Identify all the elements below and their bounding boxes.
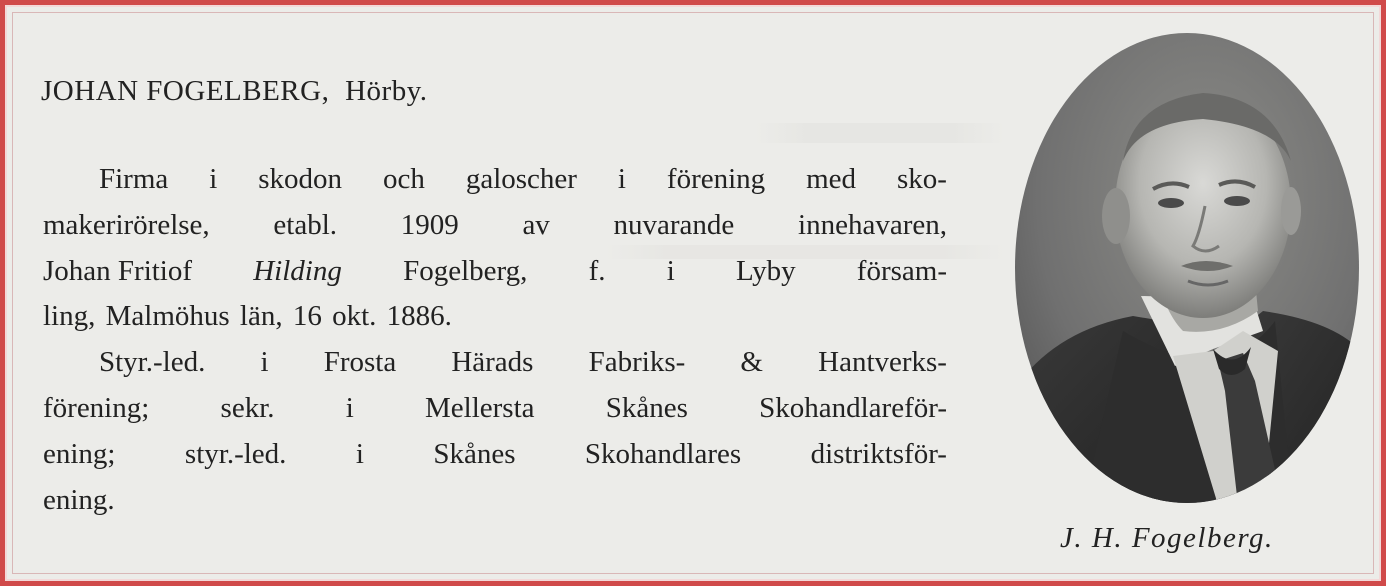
word: Fabriks- bbox=[588, 346, 686, 379]
word: i bbox=[260, 346, 269, 379]
word: Fogelberg, bbox=[403, 254, 528, 287]
portrait-photo bbox=[1013, 31, 1361, 505]
body-line bbox=[43, 478, 947, 524]
word: förening bbox=[666, 163, 766, 195]
body-line bbox=[43, 203, 947, 249]
word: med bbox=[806, 163, 857, 195]
person-name: JOHAN FOGELBERG, bbox=[41, 75, 330, 107]
word: nuvarande bbox=[613, 208, 735, 241]
word: Skohandlareför- bbox=[759, 391, 947, 424]
show-through-smudge bbox=[755, 123, 1005, 143]
word: i bbox=[617, 163, 626, 195]
word: styr.-led. bbox=[184, 437, 287, 470]
body-line bbox=[43, 157, 947, 203]
word: 1909 bbox=[400, 208, 459, 241]
line-text: ling, Malmöhus län, 16 okt. 1886. bbox=[43, 300, 452, 333]
word: sekr. bbox=[220, 391, 275, 424]
word: Härads bbox=[451, 346, 534, 379]
body-line bbox=[43, 249, 947, 295]
word: ening; bbox=[43, 437, 116, 470]
body-line bbox=[43, 432, 947, 478]
word: makerirörelse, bbox=[43, 208, 210, 241]
word: Lyby bbox=[735, 254, 796, 287]
word: Skånes bbox=[605, 391, 688, 424]
word: innehavaren, bbox=[798, 208, 947, 241]
word: Skohandlares bbox=[584, 437, 742, 470]
word: distriktsför- bbox=[810, 437, 947, 470]
word: i bbox=[355, 437, 364, 470]
portrait-caption: J. H. Fogelberg. bbox=[1060, 522, 1274, 554]
word: f. bbox=[588, 254, 606, 287]
body-line bbox=[43, 294, 947, 340]
word: i bbox=[209, 163, 218, 195]
entry-heading bbox=[41, 75, 428, 108]
word: & bbox=[740, 346, 763, 379]
word: förening; bbox=[43, 391, 150, 424]
entry-body bbox=[43, 157, 947, 523]
word: i bbox=[345, 391, 354, 424]
word: etabl. bbox=[273, 208, 337, 241]
word: Firma bbox=[99, 163, 169, 195]
word: Johan Fritiof bbox=[43, 254, 193, 287]
body-line bbox=[43, 386, 947, 432]
word: Hantverks- bbox=[818, 346, 947, 379]
word: skodon bbox=[258, 163, 343, 195]
italic-name: Hilding bbox=[253, 254, 342, 287]
word: av bbox=[522, 208, 550, 241]
word: Skånes bbox=[433, 437, 516, 470]
line-text: ening. bbox=[43, 483, 115, 516]
word: i bbox=[666, 254, 675, 287]
place-name: Hörby. bbox=[345, 75, 428, 107]
body-line bbox=[43, 340, 947, 386]
word: försam- bbox=[856, 254, 947, 287]
word: Frosta bbox=[323, 346, 397, 379]
word: galoscher bbox=[465, 163, 577, 195]
word: Mellersta bbox=[425, 391, 535, 424]
portrait-image bbox=[1013, 31, 1361, 505]
word: sko- bbox=[897, 163, 947, 195]
word: Styr.-led. bbox=[99, 346, 206, 379]
word: och bbox=[383, 163, 425, 195]
